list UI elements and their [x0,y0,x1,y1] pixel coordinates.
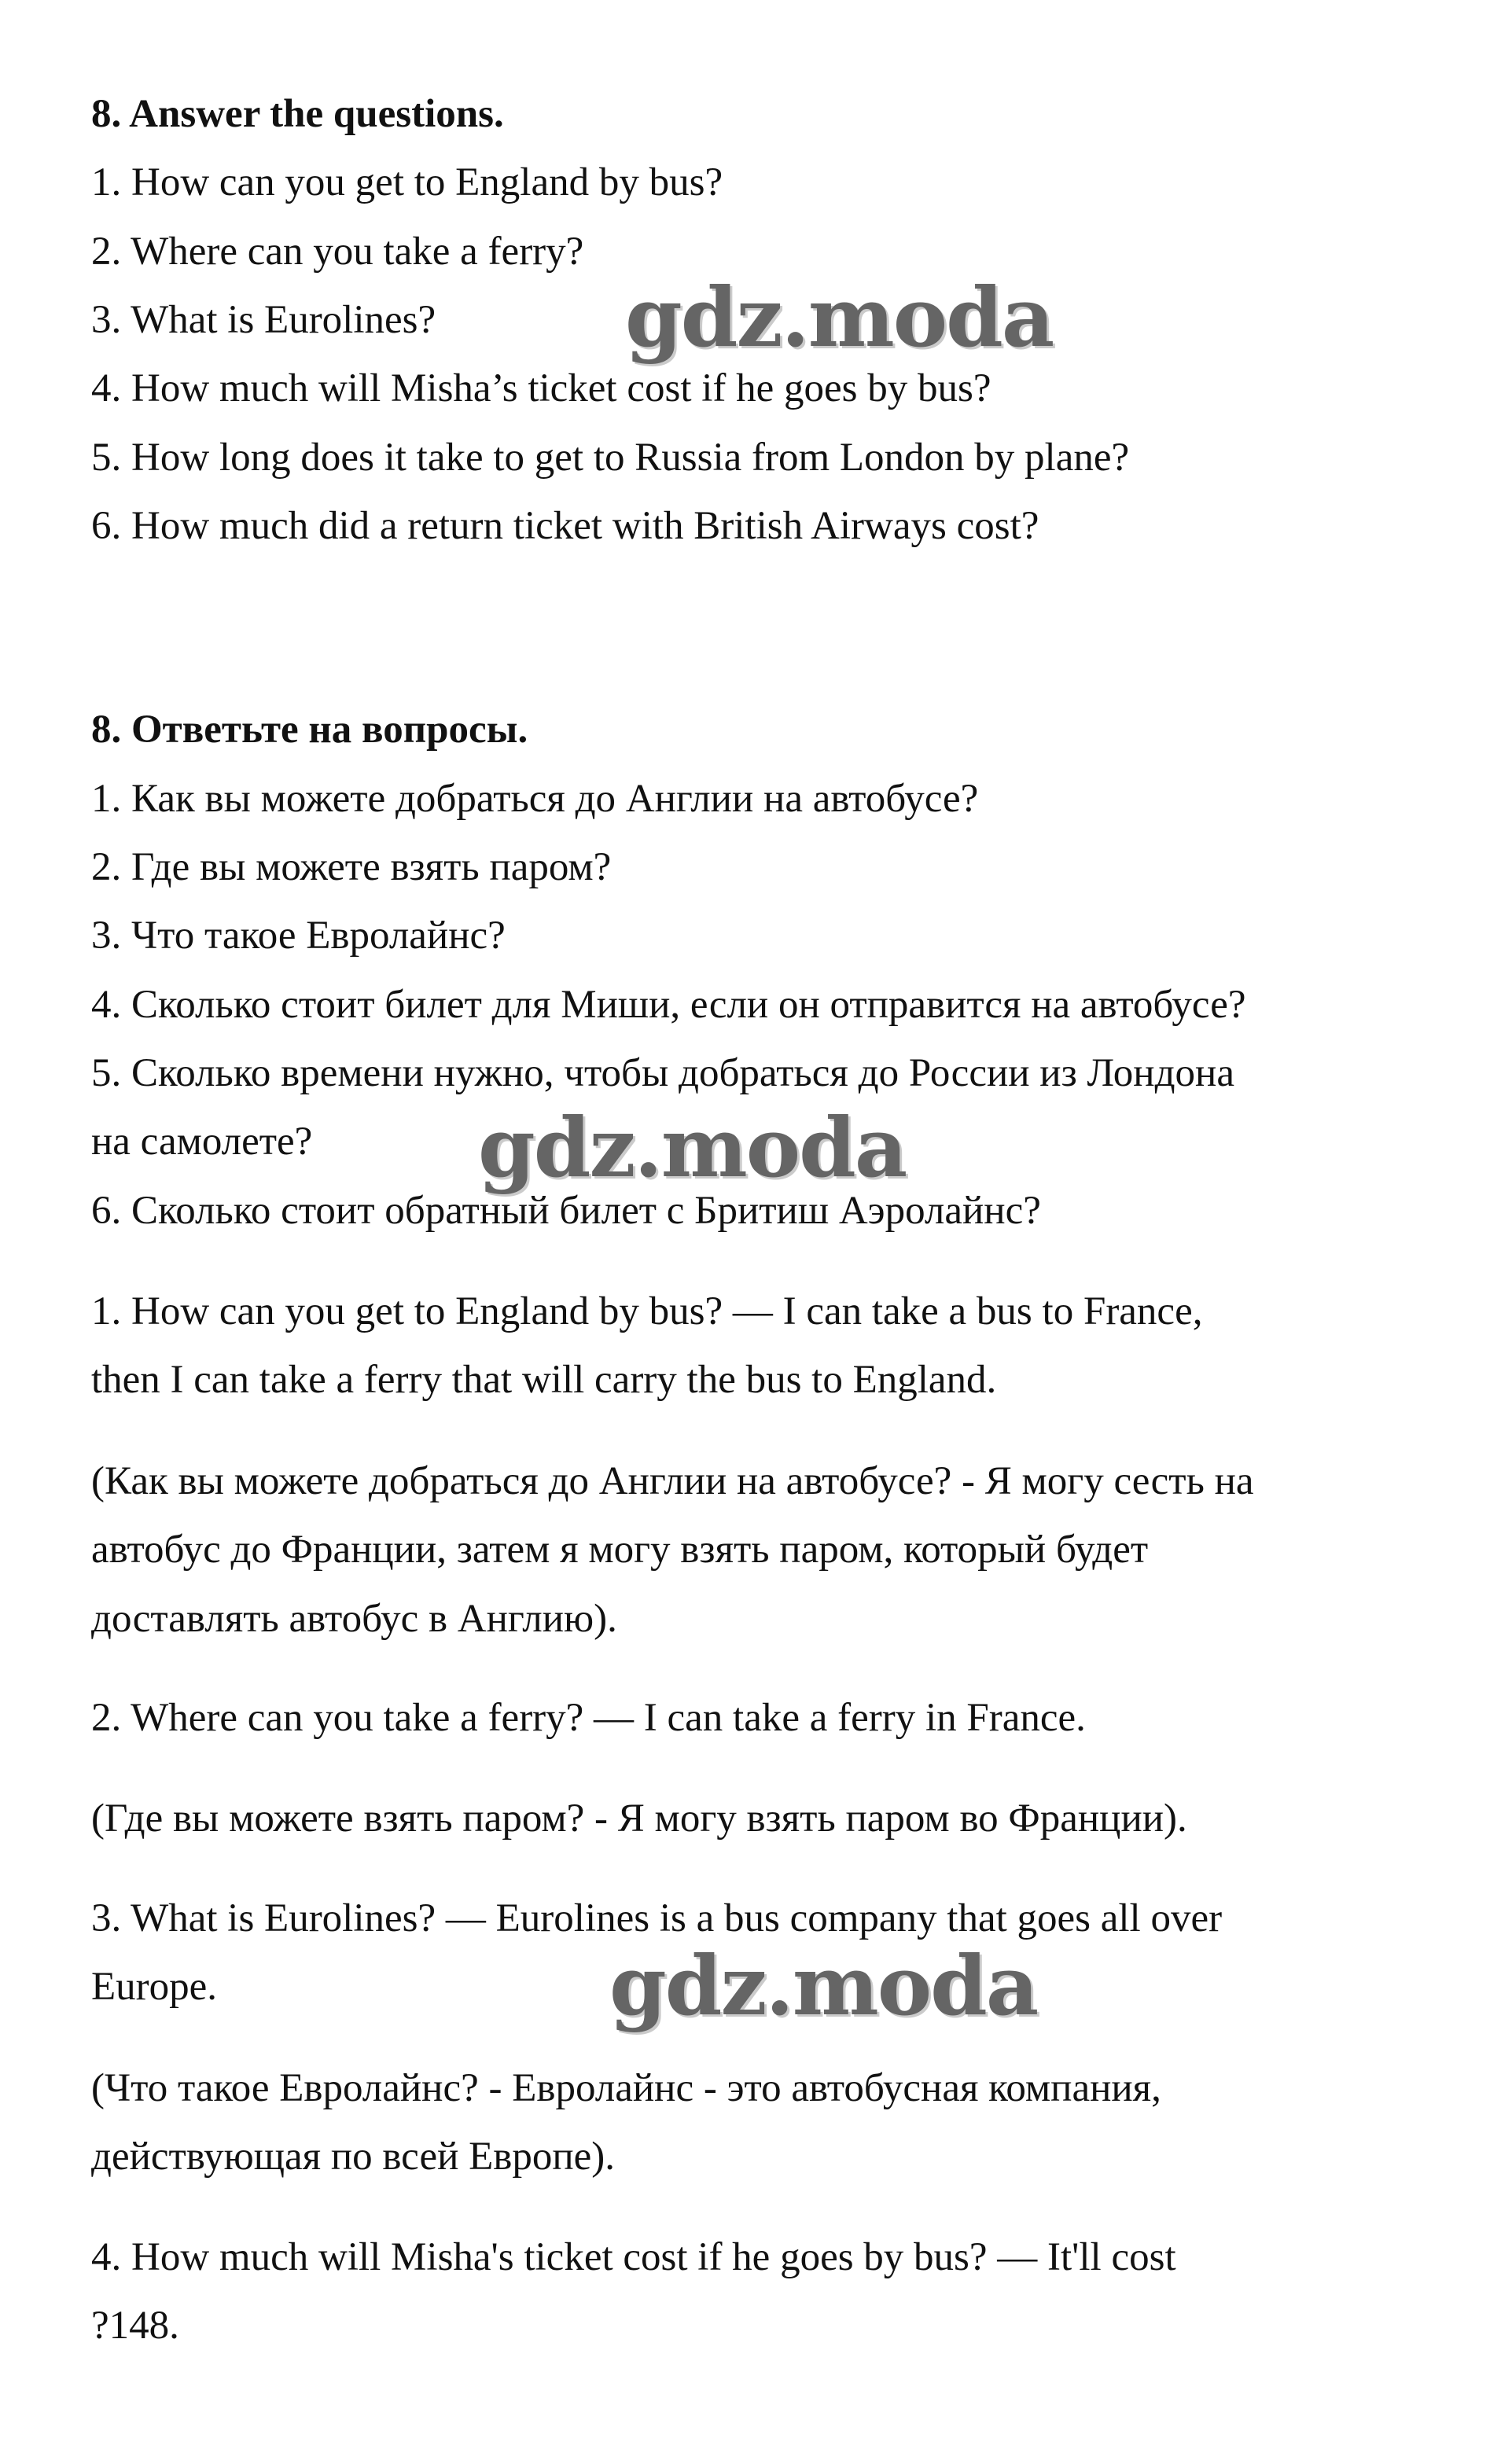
question-en-3: 3. What is Eurolines? [91,298,436,342]
answer-3-en-line-1: 3. What is Eurolines? — Eurolines is a bus company that goes all over [91,1896,1223,1940]
watermark-logo: gdz.moda [478,1099,907,1196]
answer-1-en-line-2: then I can take a ferry that will carry the bus to England. [91,1358,997,1402]
question-ru-5: 5. Сколько времени нужно, чтобы добраться до России из Лондона [91,1051,1234,1095]
question-en-5: 5. How long does it take to get to Russia from London by plane? [91,436,1130,480]
questions-ru-heading: 8. Ответьте на вопросы. [91,708,528,752]
answer-3-ru-line-1: (Что такое Евролайнс? - Евролайнс - это автобусная компания, [91,2066,1161,2110]
answer-4-en-line-1: 4. How much will Misha's ticket cost if he goes by bus? — It'll cost [91,2235,1176,2279]
question-ru-6: 6. Сколько стоит обратный билет с Бритиш Аэролайнс? [91,1189,1041,1233]
question-en-6: 6. How much did a return ticket with British Airways cost? [91,504,1039,548]
watermark-logo: gdz.moda [625,269,1054,366]
answer-1-ru-line-3: доставлять автобус в Англию). [91,1597,617,1641]
question-ru-1: 1. Как вы можете добраться до Англии на автобусе? [91,777,979,821]
answer-1-en-line-1: 1. How can you get to England by bus? — I can take a bus to France, [91,1289,1203,1333]
answer-2-ru-line-1: (Где вы можете взять паром? - Я могу взять паром во Франции). [91,1797,1187,1841]
answer-1-ru-line-2: автобус до Франции, затем я могу взять паром, который будет [91,1528,1149,1572]
answer-3-ru-line-2: действующая по всей Европе). [91,2135,616,2179]
answer-3-en-line-2: Europe. [91,1965,218,2009]
answer-4-en-line-2: ?148. [91,2304,179,2348]
question-ru-5-continued: на самолете? [91,1120,313,1164]
question-ru-4: 4. Сколько стоит билет для Миши, если он отправится на автобусе? [91,983,1246,1027]
question-en-4: 4. How much will Misha’s ticket cost if he goes by bus? [91,366,991,410]
question-ru-3: 3. Что такое Евролайнс? [91,914,506,958]
questions-en-heading: 8. Answer the questions. [91,92,504,136]
question-en-2: 2. Where can you take a ferry? [91,230,584,274]
answer-1-ru-line-1: (Как вы можете добраться до Англии на автобусе? - Я могу сесть на [91,1459,1254,1503]
answer-2-en-line-1: 2. Where can you take a ferry? — I can take a ferry in France. [91,1696,1086,1740]
watermark-logo: gdz.moda [609,1937,1038,2034]
question-en-1: 1. How can you get to England by bus? [91,160,723,204]
question-ru-2: 2. Где вы можете взять паром? [91,845,612,889]
